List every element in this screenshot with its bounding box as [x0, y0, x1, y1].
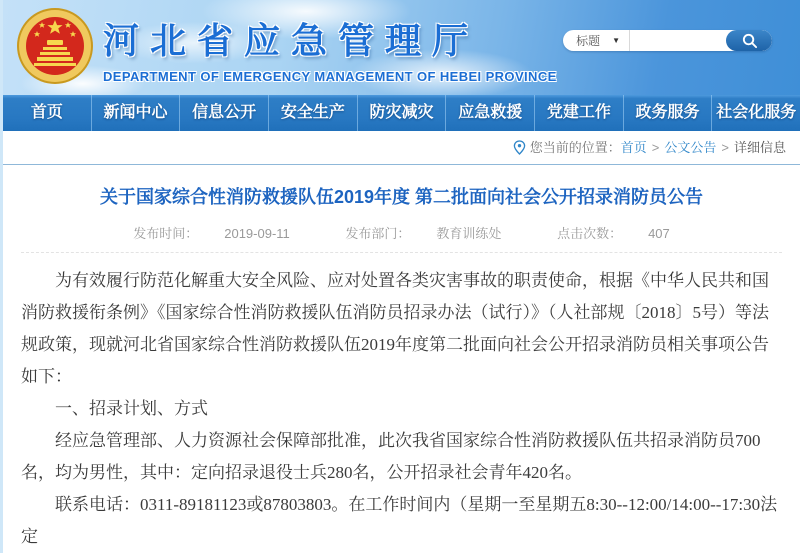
article-title: 关于国家综合性消防救援队伍2019年度 第二批面向社会公开招录消防员公告 — [99, 187, 704, 207]
breadcrumb-separator: > — [651, 140, 660, 155]
main-nav — [3, 95, 800, 131]
search-icon — [741, 32, 758, 49]
site-title-block — [103, 13, 557, 84]
article-paragraph: 经应急管理部、人力资源社会保障部批准，此次我省国家综合性消防救援队伍共招录消防员700名，均为男性，其中：定向招录退役士兵280名，公开招录社会青年420名。 — [21, 431, 761, 482]
location-pin-icon — [513, 134, 526, 167]
nav-item-social-services[interactable]: 社会化服务 — [711, 95, 800, 131]
site-title: 河北省应急管理厅 — [103, 20, 480, 61]
breadcrumb-label: 您当前的位置： — [529, 140, 621, 155]
national-emblem-icon — [16, 7, 94, 85]
nav-item-emergency-rescue[interactable]: 应急救援 — [445, 95, 534, 131]
article-meta — [21, 223, 782, 253]
article-content — [3, 181, 800, 553]
search-field-selector[interactable] — [563, 30, 630, 51]
breadcrumb-separator: > — [721, 140, 729, 155]
caret-down-icon: ▼ — [612, 36, 620, 45]
article-body — [21, 253, 782, 553]
nav-item-work-safety[interactable]: 安全生产 — [268, 95, 357, 131]
site-header — [3, 0, 800, 95]
publish-time: 发布时间： 2019-09-11 — [133, 226, 290, 241]
publish-department: 发布部门： 教育训练处 — [345, 226, 502, 241]
page — [3, 0, 800, 553]
search-button[interactable] — [726, 30, 772, 51]
breadcrumb-current-page: 详细信息 — [733, 140, 786, 155]
nav-item-info-disclosure[interactable]: 信息公开 — [179, 95, 268, 131]
breadcrumb — [3, 131, 800, 165]
site-subtitle: DEPARTMENT OF EMERGENCY MANAGEMENT OF HEBEI PROVINCE — [103, 69, 557, 84]
nav-item-home[interactable]: 首页 — [30, 104, 63, 121]
click-count: 点击次数： 407 — [557, 226, 670, 241]
search-input[interactable] — [630, 30, 726, 51]
nav-item-government-services[interactable]: 政务服务 — [623, 95, 712, 131]
search-field-label: 标题 — [576, 34, 601, 48]
nav-item-party-building[interactable]: 党建工作 — [534, 95, 623, 131]
breadcrumb-notices-link[interactable]: 公文公告 — [664, 140, 717, 155]
nav-item-news-center[interactable]: 新闻中心 — [91, 95, 180, 131]
article-paragraph: 联系电话：0311-89181123或87803803。在工作时间内（星期一至星期五8:30--12:00/14:00--17:30法定 — [21, 495, 778, 546]
article-section-heading: 一、招录计划、方式 — [55, 399, 208, 418]
search-box — [563, 30, 772, 51]
nav-item-disaster-prevention[interactable]: 防灾减灾 — [357, 95, 446, 131]
breadcrumb-home-link[interactable]: 首页 — [620, 140, 647, 155]
article-paragraph: 为有效履行防范化解重大安全风险、应对处置各类灾害事故的职责使命，根据《中华人民共和国消防救援衔条例》《国家综合性消防救援队伍消防员招录办法（试行）》（人社部规〔2018〕5号）等法规政策，现就河北省国家综合性消防救援队伍2019年度第二批面向社会公开招录消防员相关事项公告如下： — [21, 271, 769, 386]
